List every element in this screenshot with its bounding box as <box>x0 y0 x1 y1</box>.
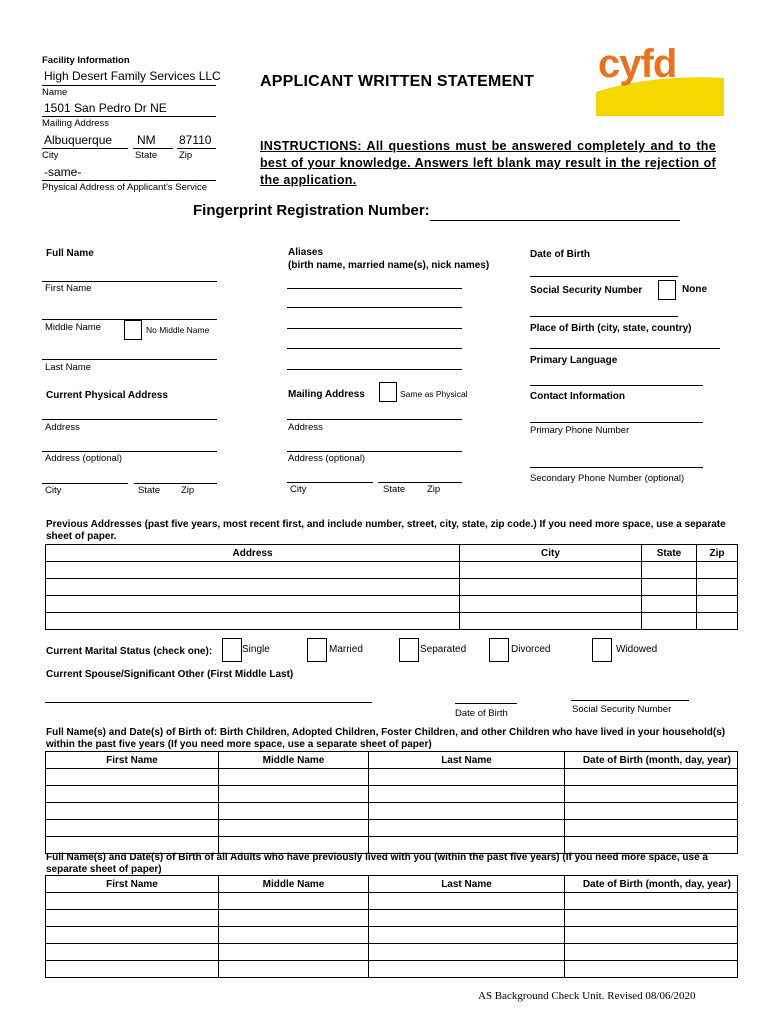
spouse-ssn-line[interactable] <box>571 700 689 701</box>
instructions: INSTRUCTIONS: All questions must be answered completely and to the best of your knowledge. Answers left blank may result in the rejection of the application. <box>260 139 716 187</box>
table-row[interactable] <box>46 786 738 803</box>
column-header: Middle Name <box>219 876 369 893</box>
marital-single-label: Single <box>242 644 270 655</box>
table-row[interactable] <box>46 562 738 579</box>
facility-state-line <box>133 148 173 149</box>
table-row[interactable] <box>46 837 738 854</box>
facility-mailing-label: Mailing Address <box>42 118 110 129</box>
adults-note: Full Name(s) and Date(s) of Birth of all Adults who have previously lived with you (within the past five years) (If you need more space, use a separate sheet of paper) <box>46 852 708 875</box>
spouse-dob-label: Date of Birth <box>455 708 508 719</box>
column-header: City <box>460 545 642 562</box>
marital-separated-label: Separated <box>420 644 467 655</box>
fingerprint-label: Fingerprint Registration Number: <box>193 202 430 219</box>
mailing-city-label: City <box>290 484 307 495</box>
place-of-birth-heading: Place of Birth (city, state, country) <box>530 323 692 334</box>
facility-heading: Facility Information <box>42 55 130 66</box>
column-header: Date of Birth (month, day, year) <box>565 876 738 893</box>
primary-language-heading: Primary Language <box>530 355 618 366</box>
facility-physical-label: Physical Address of Applicant's Service <box>42 182 207 193</box>
aliases-note: (birth name, married name(s), nick names) <box>288 260 490 271</box>
table-row[interactable] <box>46 803 738 820</box>
table-header-row <box>46 545 738 562</box>
alias-line-5[interactable] <box>287 369 462 370</box>
table-row[interactable] <box>46 769 738 786</box>
marital-divorced-checkbox[interactable] <box>489 638 509 662</box>
facility-mailing-line <box>42 116 216 117</box>
page-title: APPLICANT WRITTEN STATEMENT <box>260 73 535 90</box>
dob-heading: Date of Birth <box>530 249 590 260</box>
facility-zip-value[interactable]: 87110 <box>179 133 212 147</box>
full-name-heading: Full Name <box>46 248 94 259</box>
spouse-name-line[interactable] <box>45 702 372 703</box>
facility-name-label: Name <box>42 87 68 98</box>
mailing-address-line[interactable] <box>287 419 462 420</box>
spouse-dob-line[interactable] <box>455 703 517 704</box>
table-row[interactable] <box>46 961 738 978</box>
ssn-line[interactable] <box>530 316 678 317</box>
cyfd-logo <box>592 44 728 116</box>
fingerprint-input-line[interactable] <box>430 220 680 221</box>
table-row[interactable] <box>46 893 738 910</box>
previous-addresses-note: Previous Addresses (past five years, most recent first, and include number, street, city, state, zip code.) If you need more space, use a separate sheet of paper. <box>46 519 726 542</box>
facility-city-value[interactable]: Albuquerque <box>44 133 113 147</box>
secondary-phone-line[interactable] <box>530 467 703 468</box>
facility-city-label: City <box>42 150 59 161</box>
facility-mailing-value[interactable]: 1501 San Pedro Dr NE <box>44 101 167 115</box>
physical-city-label: City <box>45 485 62 496</box>
previous-addresses-table <box>45 544 738 630</box>
alias-line-1[interactable] <box>287 288 462 289</box>
table-header-row <box>46 752 738 769</box>
facility-zip-line <box>177 148 216 149</box>
column-header: First Name <box>46 876 219 893</box>
facility-zip-label: Zip <box>179 150 193 161</box>
mailing-address2-label: Address (optional) <box>288 453 366 464</box>
marital-married-checkbox[interactable] <box>307 638 327 662</box>
marital-widowed-label: Widowed <box>616 644 658 655</box>
secondary-phone-label: Secondary Phone Number (optional) <box>530 473 685 484</box>
physical-address2-label: Address (optional) <box>45 453 123 464</box>
marital-separated-checkbox[interactable] <box>399 638 419 662</box>
column-header: Middle Name <box>219 752 369 769</box>
column-header: Last Name <box>369 752 565 769</box>
mailing-address-heading: Mailing Address <box>288 389 365 400</box>
column-header: Zip <box>697 545 738 562</box>
aliases-heading: Aliases <box>288 247 324 258</box>
column-header: First Name <box>46 752 219 769</box>
table-row[interactable] <box>46 910 738 927</box>
physical-address-label: Address <box>45 422 80 433</box>
no-middle-name-label: No Middle Name <box>146 325 210 335</box>
table-row[interactable] <box>46 596 738 613</box>
same-as-physical-checkbox[interactable] <box>379 382 397 402</box>
physical-state-label: State <box>138 485 161 496</box>
alias-line-4[interactable] <box>287 348 462 349</box>
table-row[interactable] <box>46 613 738 630</box>
alias-line-2[interactable] <box>287 307 462 308</box>
table-header-row <box>46 876 738 893</box>
physical-address-line[interactable] <box>42 419 217 420</box>
dob-line[interactable] <box>530 276 678 277</box>
marital-single-checkbox[interactable] <box>222 638 242 662</box>
first-name-label: First Name <box>45 283 92 294</box>
logo-text: cyfd <box>598 42 677 86</box>
table-row[interactable] <box>46 820 738 837</box>
last-name-line[interactable] <box>42 359 217 360</box>
facility-state-label: State <box>135 150 158 161</box>
marital-married-label: Married <box>329 644 363 655</box>
ssn-none-label: None <box>682 284 707 295</box>
footer-revision: AS Background Check Unit. Revised 08/06/2020 <box>478 990 696 1002</box>
no-middle-name-checkbox[interactable] <box>124 320 142 340</box>
marital-widowed-checkbox[interactable] <box>592 638 612 662</box>
facility-state-value[interactable]: NM <box>137 133 156 147</box>
children-note: Full Name(s) and Date(s) of Birth of: Birth Children, Adopted Children, Foster Children, and other Children who have lived in your household(s) within the past five years (If you need more space, use a separate sheet of paper) <box>46 727 726 750</box>
physical-zip-label: Zip <box>181 485 195 496</box>
physical-address2-line[interactable] <box>42 451 217 452</box>
column-header: Date of Birth (month, day, year) <box>565 752 738 769</box>
facility-physical-line <box>42 180 216 181</box>
ssn-none-checkbox[interactable] <box>658 280 676 300</box>
physical-city-line[interactable] <box>42 483 128 484</box>
mailing-state-label: State <box>383 484 406 495</box>
contact-info-heading: Contact Information <box>530 391 625 402</box>
children-table <box>45 751 738 854</box>
table-row[interactable] <box>46 944 738 961</box>
primary-phone-label: Primary Phone Number <box>530 425 630 436</box>
table-row[interactable] <box>46 927 738 944</box>
spouse-ssn-label: Social Security Number <box>572 704 672 715</box>
facility-physical-value[interactable]: -same- <box>44 165 82 179</box>
middle-name-label: Middle Name <box>45 322 101 333</box>
column-header: State <box>642 545 697 562</box>
alias-line-3[interactable] <box>287 328 462 329</box>
physical-state-zip-line[interactable] <box>134 483 217 484</box>
first-name-line[interactable] <box>42 281 217 282</box>
same-as-physical-label: Same as Physical <box>400 389 468 399</box>
mailing-state-zip-line[interactable] <box>378 482 462 483</box>
marital-status-label: Current Marital Status (check one): <box>46 646 213 657</box>
primary-language-line[interactable] <box>530 385 703 386</box>
table-row[interactable] <box>46 579 738 596</box>
primary-phone-line[interactable] <box>530 422 703 423</box>
place-of-birth-line[interactable] <box>530 348 720 349</box>
mailing-address2-line[interactable] <box>287 451 462 452</box>
adults-table <box>45 875 738 978</box>
facility-city-line <box>42 148 128 149</box>
last-name-label: Last Name <box>45 362 91 373</box>
column-header: Address <box>46 545 460 562</box>
mailing-address-label: Address <box>288 422 323 433</box>
facility-name-value[interactable]: High Desert Family Services LLC <box>44 69 221 83</box>
mailing-city-line[interactable] <box>287 482 373 483</box>
mailing-zip-label: Zip <box>427 484 441 495</box>
ssn-heading: Social Security Number <box>530 285 643 296</box>
facility-name-line <box>42 85 216 86</box>
marital-divorced-label: Divorced <box>511 644 551 655</box>
column-header: Last Name <box>369 876 565 893</box>
spouse-label: Current Spouse/Significant Other (First Middle Last) <box>46 669 294 680</box>
current-physical-heading: Current Physical Address <box>46 390 168 401</box>
